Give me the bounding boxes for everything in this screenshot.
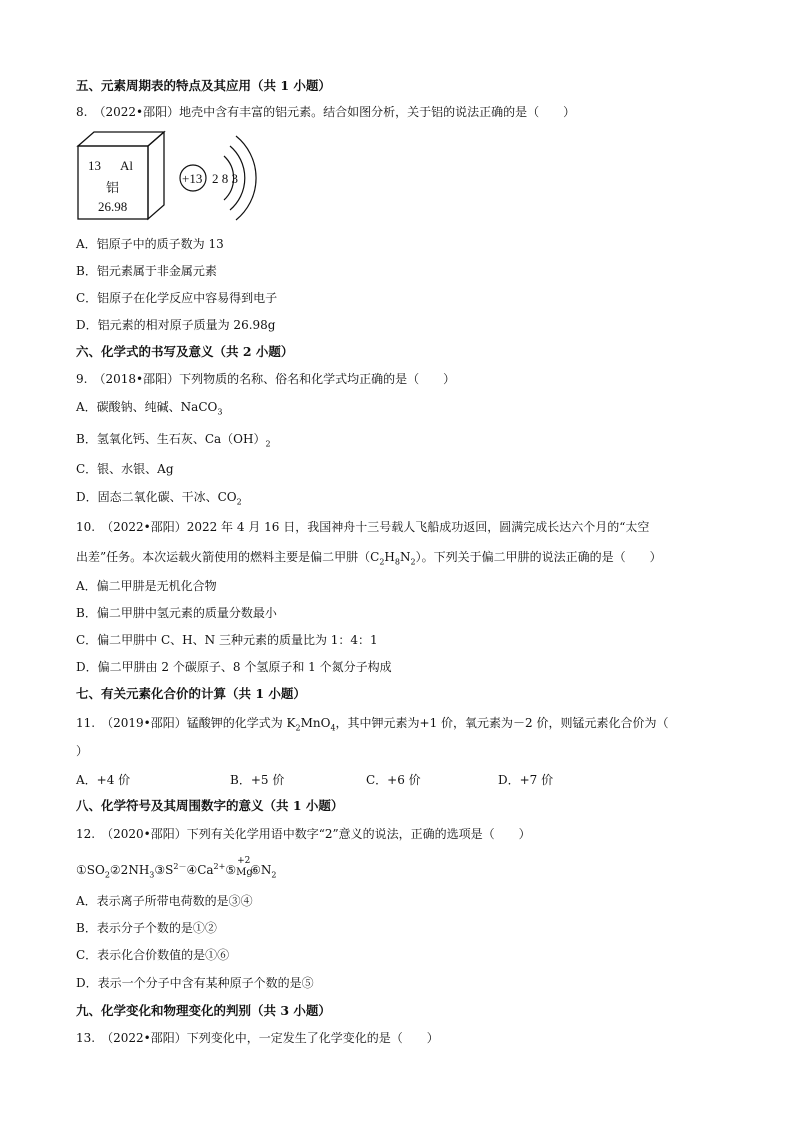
section-6-title: 六、化学式的书写及意义（共 2 小题）: [76, 344, 294, 359]
atomic-mass: 26.98: [98, 199, 128, 214]
formula-3: ③S: [154, 863, 174, 877]
subscript: 4: [330, 723, 336, 733]
text-part: N: [399, 550, 411, 564]
question-10-option-b: B．偏二甲肼中氢元素的质量分数最小: [76, 606, 277, 620]
formula-1: ①SO: [76, 863, 105, 877]
formula-6: ⑥N: [250, 863, 272, 877]
subscript: 2: [271, 870, 277, 880]
question-11-options: [76, 772, 553, 788]
subscript: 2: [265, 439, 271, 449]
formula-5: ⑤: [225, 863, 237, 877]
option-text: D．固态二氧化碳、干冰、CO: [76, 490, 237, 504]
section-8-title: 八、化学符号及其周围数字的意义（共 1 小题）: [76, 798, 344, 813]
section-9-title: 九、化学变化和物理变化的判别（共 3 小题）: [76, 1003, 331, 1018]
electron-shells: 2 8 3: [212, 171, 238, 186]
atomic-number: 13: [88, 158, 101, 173]
question-8-option-a: A．铝原子中的质子数为 13: [76, 237, 224, 251]
subscript: 8: [394, 557, 400, 567]
superscript: 2－: [173, 862, 187, 871]
question-8-option-c: C．铝原子在化学反应中容易得到电子: [76, 291, 278, 305]
element-name: 铝: [106, 180, 120, 195]
question-8-stem: 8. （2022•邵阳）地壳中含有丰富的铝元素。结合如图分析，关于铝的说法正确的是（ ）: [76, 105, 576, 119]
question-9-option-c: C．银、水银、Ag: [76, 462, 174, 476]
subscript: 3: [217, 407, 223, 417]
element-symbol: Al: [120, 158, 133, 173]
question-11-option-a: A．+4 价: [76, 773, 131, 787]
question-11-line-2: ）: [76, 744, 89, 758]
question-12-option-a: A．表示离子所带电荷数的是③④: [76, 894, 253, 908]
element-cube-figure: [76, 130, 176, 224]
question-9-option-b: [76, 431, 271, 447]
question-12-formulas: [76, 856, 277, 880]
question-8-option-d: D．铝元素的相对原子质量为 26.98g: [76, 318, 276, 332]
text-part: MnO: [300, 716, 331, 730]
text-part: 出差”任务。本次运载火箭使用的燃料主要是偏二甲肼（C: [76, 550, 380, 564]
question-12-option-b: B．表示分子个数的是①②: [76, 921, 217, 935]
formula-4: ④Ca: [186, 863, 214, 877]
question-10-line-1: 10. （2022•邵阳）2022 年 4 月 16 日，我国神舟十三号载人飞船成功返回，圆满完成长达六个月的“太空: [76, 520, 650, 534]
option-text: A．碳酸钠、纯碱、NaCO: [76, 400, 218, 414]
formula-2: ②2NH: [109, 863, 150, 877]
text-part: H: [384, 550, 395, 564]
atom-structure-figure: [174, 130, 274, 224]
question-10-option-c: C．偏二甲肼中 C、H、N 三种元素的质量比为 1：4：1: [76, 633, 378, 647]
question-10-line-2: [76, 549, 662, 565]
superscript: 2+: [213, 862, 226, 871]
question-12-option-c: C．表示化合价数值的是①⑥: [76, 948, 230, 962]
subscript: 2: [410, 557, 416, 567]
question-10-option-d: D．偏二甲肼由 2 个碳原子、8 个氢原子和 1 个氮分子构成: [76, 660, 392, 674]
text-part: ，其中钾元素为+1 价，氧元素为－2 价，则锰元素化合价为（: [335, 716, 669, 730]
option-text: B．氢氧化钙、生石灰、Ca（OH）: [76, 432, 266, 446]
question-9-stem: 9. （2018•邵阳）下列物质的名称、俗名和化学式均正确的是（ ）: [76, 372, 456, 386]
question-12-stem: 12. （2020•邵阳）下列有关化学用语中数字“2”意义的说法，正确的选项是（ ）: [76, 827, 531, 841]
question-11-option-b: B．+5 价: [230, 773, 285, 787]
valence-mg: [236, 856, 253, 878]
text-part: 11. （2019•邵阳）锰酸钾的化学式为 K: [76, 716, 296, 730]
question-10-option-a: A．偏二甲肼是无机化合物: [76, 579, 217, 593]
section-7-title: 七、有关元素化合价的计算（共 1 小题）: [76, 686, 306, 701]
question-8-option-b: B．铝元素属于非金属元素: [76, 264, 217, 278]
question-11-option-c: C．+6 价: [366, 773, 421, 787]
subscript: 2: [295, 723, 301, 733]
question-13-stem: 13. （2022•邵阳）下列变化中，一定发生了化学变化的是（ ）: [76, 1031, 439, 1045]
question-11-line-1: [76, 715, 669, 731]
subscript: 2: [379, 557, 385, 567]
valence-charge: +2: [237, 856, 251, 866]
valence-symbol: Mg: [236, 867, 253, 878]
question-12-option-d: D．表示一个分子中含有某种原子个数的是⑤: [76, 976, 314, 990]
question-11-option-d: D．+7 价: [498, 773, 554, 787]
text-part: ）。下列关于偏二甲肼的说法正确的是（ ）: [415, 550, 662, 564]
subscript: 2: [104, 870, 110, 880]
nucleus-charge: +13: [182, 171, 203, 186]
question-9-option-a: [76, 399, 222, 415]
question-9-option-d: [76, 489, 242, 505]
subscript: 2: [236, 497, 242, 507]
subscript: 3: [149, 870, 155, 880]
section-5-title: 五、元素周期表的特点及其应用（共 1 小题）: [76, 78, 331, 93]
